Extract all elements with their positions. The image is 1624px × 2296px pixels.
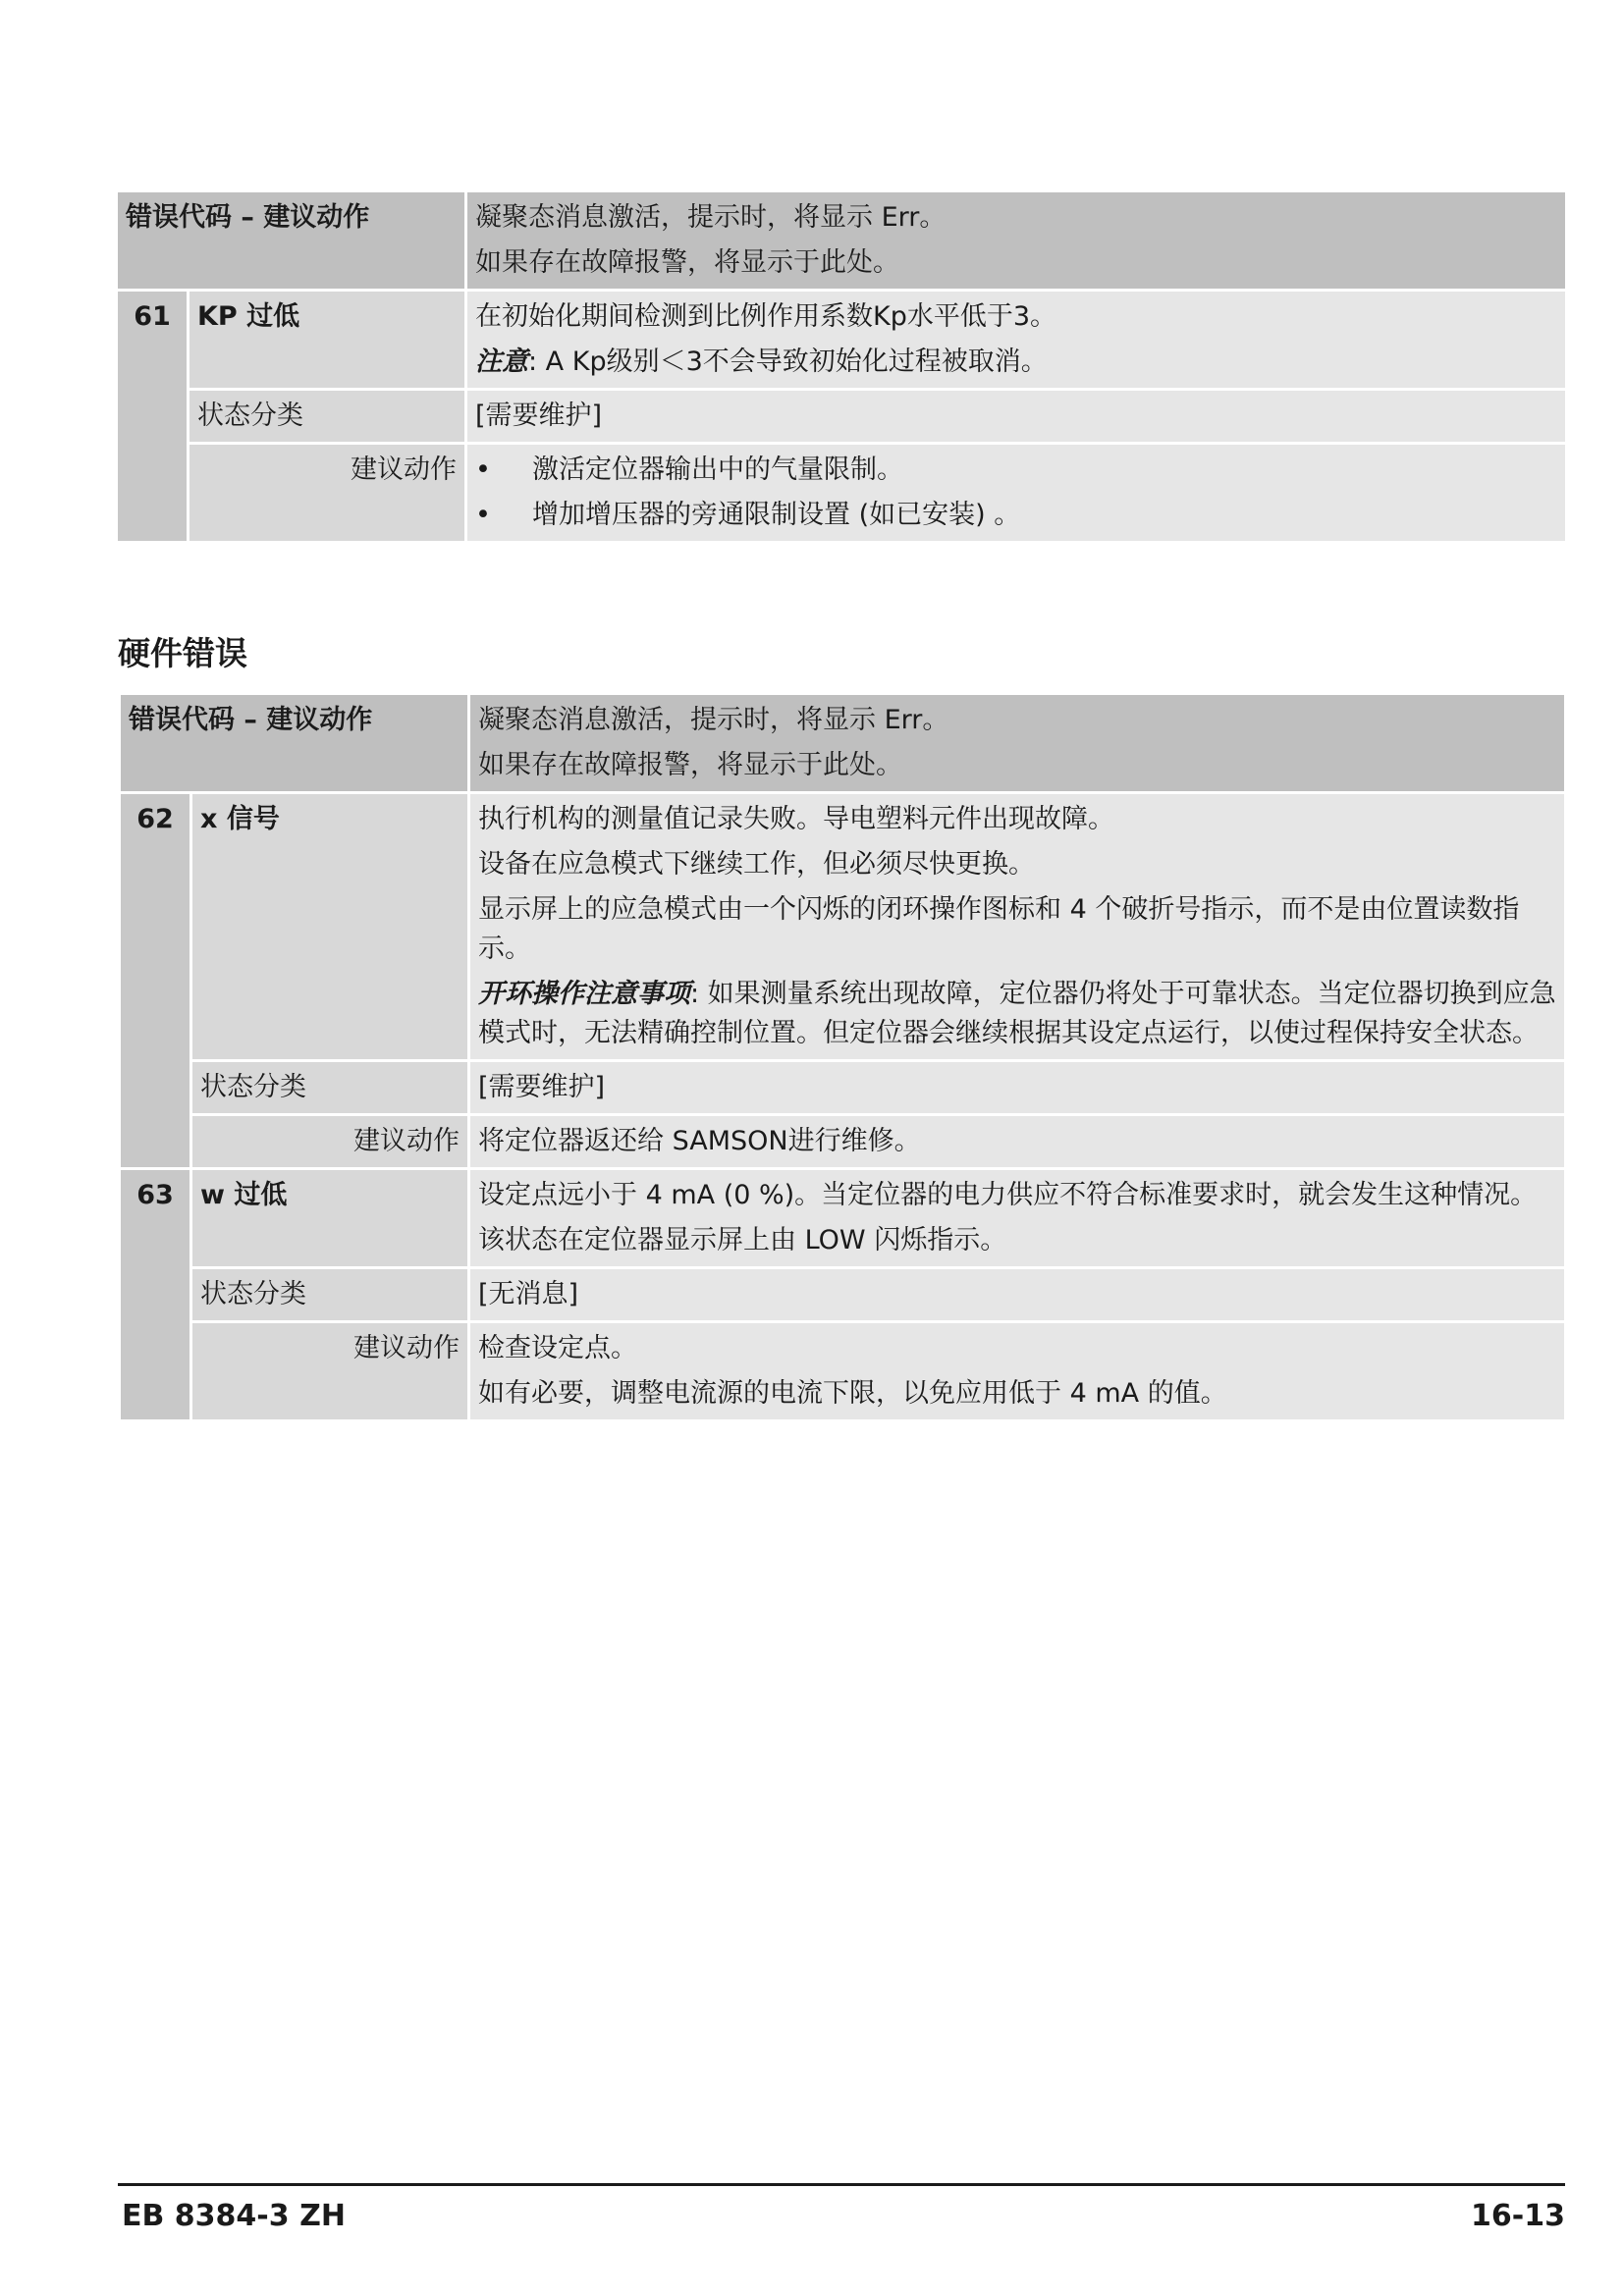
status-row bbox=[121, 1269, 1564, 1320]
action-row bbox=[118, 445, 1565, 541]
status-row bbox=[118, 391, 1565, 442]
note-text: : A Kp级别＜3不会导致初始化过程被取消。 bbox=[528, 347, 1048, 377]
header-line: 如果存在故障报警，将显示于此处。 bbox=[478, 750, 902, 780]
error-table-2 bbox=[118, 692, 1567, 1422]
list-item bbox=[475, 451, 1557, 490]
table-header-row bbox=[121, 695, 1564, 791]
header-line: 凝聚态消息激活，提示时，将显示 Err。 bbox=[478, 705, 949, 735]
error-code: 61 bbox=[118, 292, 187, 541]
action-text: 将定位器返还给 SAMSON进行维修。 bbox=[478, 1126, 921, 1156]
header-line: 凝聚态消息激活，提示时，将显示 Err。 bbox=[475, 202, 947, 233]
list-item bbox=[475, 496, 1557, 535]
header-line: 如果存在故障报警，将显示于此处。 bbox=[475, 247, 899, 278]
action-text: 检查设定点。 bbox=[478, 1333, 637, 1363]
status-label: 状态分类 bbox=[192, 1269, 467, 1320]
bullet-icon: • bbox=[475, 500, 491, 530]
error-description bbox=[467, 292, 1565, 388]
error-code: 63 bbox=[121, 1170, 189, 1419]
error-row-63 bbox=[121, 1170, 1564, 1266]
note-label: 注意 bbox=[475, 347, 528, 377]
error-title: KP 过低 bbox=[189, 292, 464, 388]
status-value: [需要维护] bbox=[467, 391, 1565, 442]
footer-divider bbox=[118, 2183, 1565, 2186]
note-label: 开环操作注意事项 bbox=[478, 979, 690, 1009]
header-label: 错误代码 – 建议动作 bbox=[121, 695, 467, 791]
header-label: 错误代码 – 建议动作 bbox=[118, 192, 464, 289]
action-cell bbox=[470, 1116, 1564, 1167]
error-row-62 bbox=[121, 794, 1564, 1059]
description-line: 设定点远小于 4 mA (0 %)。当定位器的电力供应不符合标准要求时，就会发生这种情况。 bbox=[478, 1180, 1538, 1210]
description-line: 显示屏上的应急模式由一个闪烁的闭环操作图标和 4 个破折号指示，而不是由位置读数指示。 bbox=[478, 894, 1520, 964]
action-row bbox=[121, 1323, 1564, 1419]
action-row bbox=[121, 1116, 1564, 1167]
description-line: 该状态在定位器显示屏上由 LOW 闪烁指示。 bbox=[478, 1225, 1007, 1255]
note-text: : 如果测量系统出现故障，定位器仍将处于可靠状态。当定位器切换到应急模式时，无法精确控制位置。但定位器会继续根据其设定点运行，以使过程保持安全状态。 bbox=[478, 979, 1556, 1048]
action-text: 增加增压器的旁通限制设置 (如已安装) 。 bbox=[532, 500, 1021, 530]
status-value: [需要维护] bbox=[470, 1062, 1564, 1113]
action-label: 建议动作 bbox=[192, 1116, 467, 1167]
error-title: w 过低 bbox=[192, 1170, 467, 1266]
header-description bbox=[470, 695, 1564, 791]
error-description bbox=[470, 794, 1564, 1059]
description-line: 在初始化期间检测到比例作用系数Kp水平低于3。 bbox=[475, 301, 1057, 332]
table-header-row bbox=[118, 192, 1565, 289]
header-description bbox=[467, 192, 1565, 289]
description-line: 执行机构的测量值记录失败。导电塑料元件出现故障。 bbox=[478, 804, 1114, 834]
error-title: x 信号 bbox=[192, 794, 467, 1059]
error-code: 62 bbox=[121, 794, 189, 1167]
status-row bbox=[121, 1062, 1564, 1113]
document-id: EB 8384-3 ZH bbox=[122, 2199, 346, 2233]
error-table-1 bbox=[115, 189, 1568, 544]
bullet-icon: • bbox=[475, 454, 491, 485]
action-cell bbox=[470, 1323, 1564, 1419]
error-description bbox=[470, 1170, 1564, 1266]
status-label: 状态分类 bbox=[189, 391, 464, 442]
action-list-cell bbox=[467, 445, 1565, 541]
note-line bbox=[475, 343, 1557, 382]
error-row-61 bbox=[118, 292, 1565, 388]
action-text: 激活定位器输出中的气量限制。 bbox=[532, 454, 903, 485]
page-number: 16-13 bbox=[1471, 2199, 1565, 2233]
status-label: 状态分类 bbox=[192, 1062, 467, 1113]
action-text: 如有必要，调整电流源的电流下限，以免应用低于 4 mA 的值。 bbox=[478, 1378, 1227, 1409]
section-heading: 硬件错误 bbox=[118, 634, 247, 672]
action-label: 建议动作 bbox=[189, 445, 464, 541]
action-list bbox=[475, 451, 1557, 535]
status-value: [无消息] bbox=[470, 1269, 1564, 1320]
description-line: 设备在应急模式下继续工作，但必须尽快更换。 bbox=[478, 849, 1035, 880]
action-label: 建议动作 bbox=[192, 1323, 467, 1419]
note-line bbox=[478, 975, 1556, 1053]
